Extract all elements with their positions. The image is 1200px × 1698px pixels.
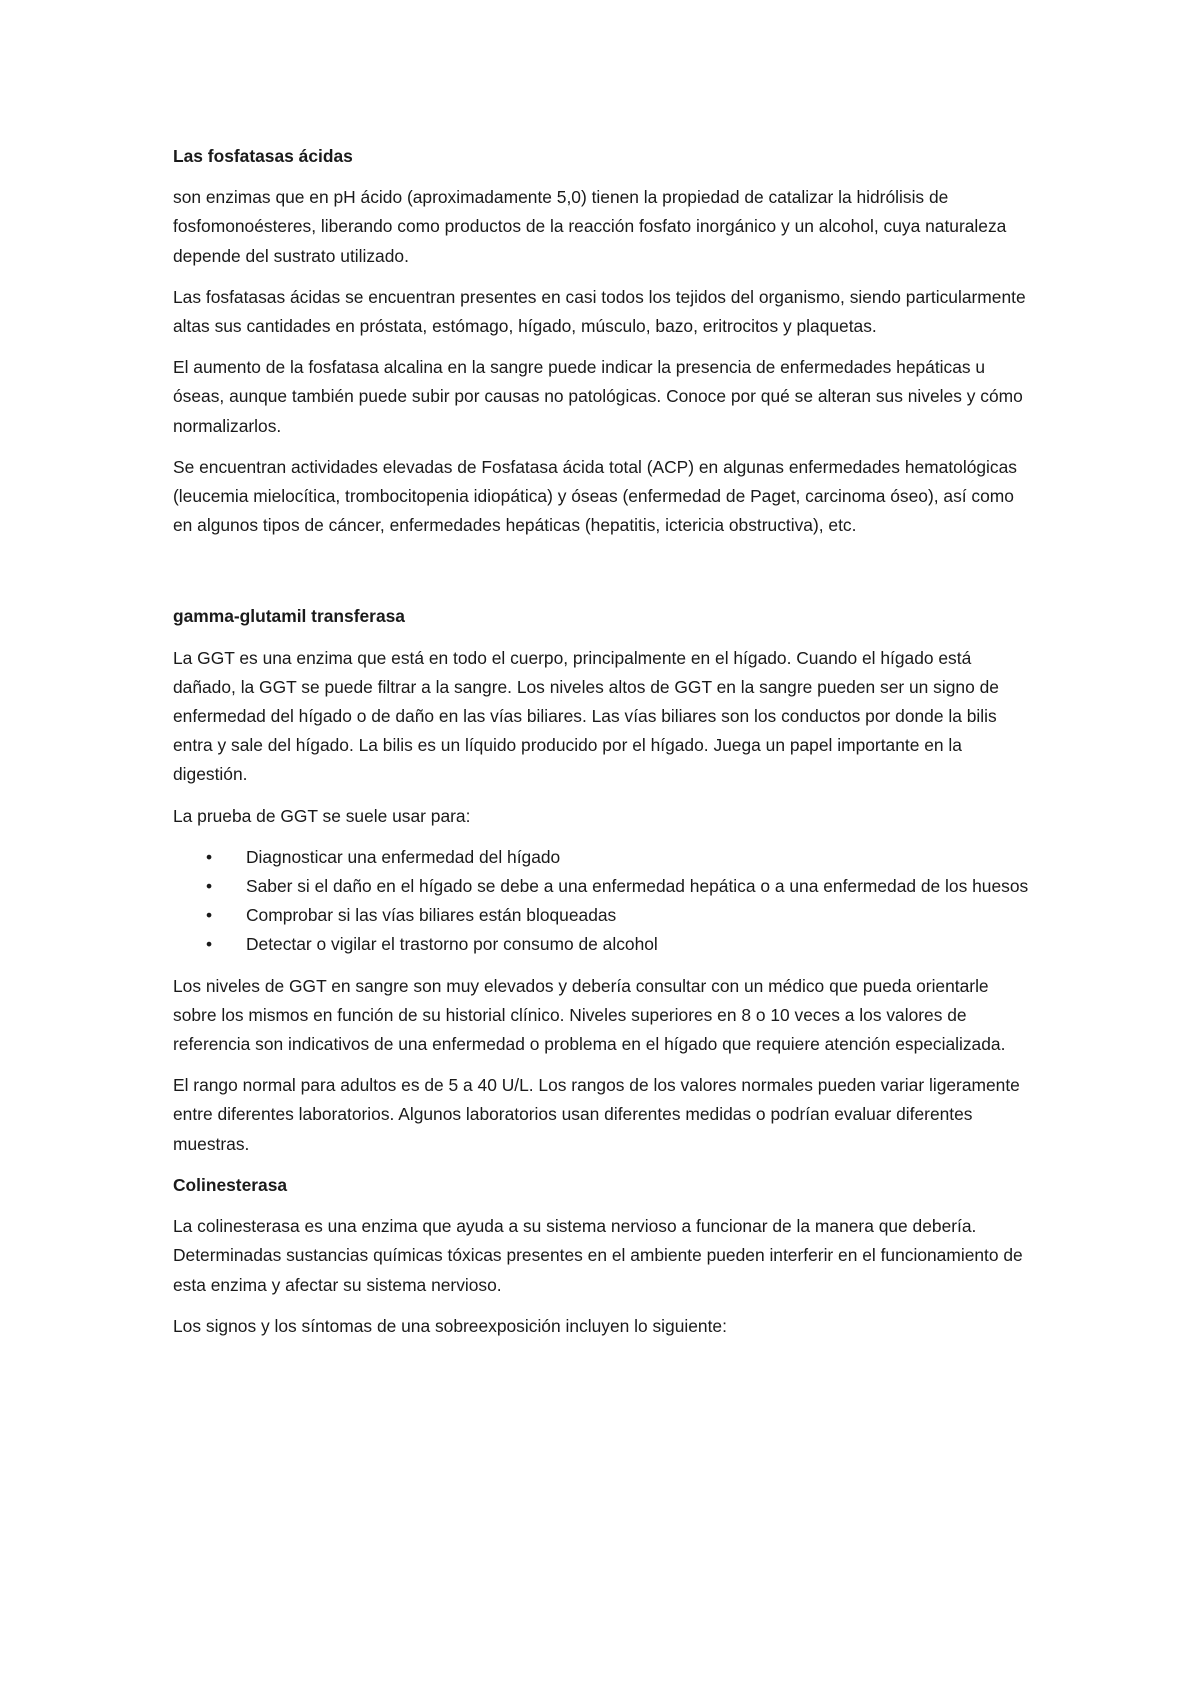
list-item [173, 930, 1033, 959]
list-item [173, 901, 1033, 930]
list-item-text: Detectar o vigilar el trastorno por consumo de alcohol [246, 934, 658, 955]
list-item-text: Saber si el daño en el hígado se debe a una enfermedad hepática o a una enfermedad de los huesos [246, 876, 1029, 897]
section-gap [173, 552, 1033, 602]
bullet-icon: • [206, 905, 213, 926]
ggt-uses-list [173, 843, 1033, 960]
list-item-text: Comprobar si las vías biliares están bloqueadas [246, 905, 617, 926]
paragraph: El aumento de la fosfatasa alcalina en la sangre puede indicar la presencia de enfermedades hepáticas u óseas, aunque también puede subir por causas no patológicas. Conoce por qué se alteran sus niveles y cómo normalizarlos. [173, 357, 1023, 436]
paragraph: La colinesterasa es una enzima que ayuda a su sistema nervioso a funcionar de la manera que debería. Determinadas sustancias químicas tóxicas presentes en el ambiente pueden interferir en el funcionamiento de esta enzima y afectar su sistema nervioso. [173, 1216, 1023, 1295]
list-item-text: Diagnosticar una enfermedad del hígado [246, 846, 561, 867]
document-body [173, 142, 1033, 1353]
paragraph: Los signos y los síntomas de una sobreexposición incluyen lo siguiente: [173, 1315, 727, 1336]
bullet-icon: • [206, 934, 213, 955]
paragraph: Las fosfatasas ácidas se encuentran presentes en casi todos los tejidos del organismo, siendo particularmente altas sus cantidades en próstata, estómago, hígado, músculo, bazo, eritrocitos y plaquetas. [173, 286, 1026, 337]
bullet-icon: • [206, 846, 213, 867]
section-title-cholinesterase: Colinesterasa [173, 1174, 288, 1195]
list-item [173, 872, 1033, 901]
paragraph: El rango normal para adultos es de 5 a 40 U/L. Los rangos de los valores normales pueden variar ligeramente entre diferentes laboratorios. Algunos laboratorios usan diferentes medidas o podrían evaluar diferentes muestras. [173, 1075, 1020, 1154]
paragraph: Se encuentran actividades elevadas de Fosfatasa ácida total (ACP) en algunas enfermedades hematológicas (leucemia mielocítica, trombocitopenia idiopática) y óseas (enfermedad de Paget, carcinoma óseo), así como en algunos tipos de cáncer, enfermedades hepáticas (hepatitis, ictericia obstructiva), etc. [173, 456, 1017, 536]
list-intro: La prueba de GGT se suele usar para: [173, 805, 471, 826]
paragraph: Los niveles de GGT en sangre son muy elevados y debería consultar con un médico que pueda orientarle sobre los mismos en función de su historial clínico. Niveles superiores en 8 o 10 veces a los valores de referencia son indicativos de una enfermedad o problema en el hígado que requiere atención especializada. [173, 975, 1006, 1055]
bullet-icon: • [206, 876, 213, 897]
paragraph: son enzimas que en pH ácido (aproximadamente 5,0) tienen la propiedad de catalizar la hidrólisis de fosfomonoésteres, liberando como productos de la reacción fosfato inorgánico y un alcohol, cuya naturaleza depende del sustrato utilizado. [173, 187, 1007, 266]
section-title-acid-phosphatase: Las fosfatasas ácidas [173, 146, 353, 166]
paragraph: La GGT es una enzima que está en todo el cuerpo, principalmente en el hígado. Cuando el hígado está dañado, la GGT se puede filtrar a la sangre. Los niveles altos de GGT en la sangre pueden ser un signo de enfermedad del hígado o de daño en las vías biliares. Las vías biliares son los conductos por donde la bilis entra y sale del hígado. La bilis es un líquido producido por el hígado. Juega un papel importante en la digestión. [173, 647, 999, 785]
list-item [173, 843, 1033, 872]
section-title-ggt: gamma-glutamil transferasa [173, 606, 405, 627]
